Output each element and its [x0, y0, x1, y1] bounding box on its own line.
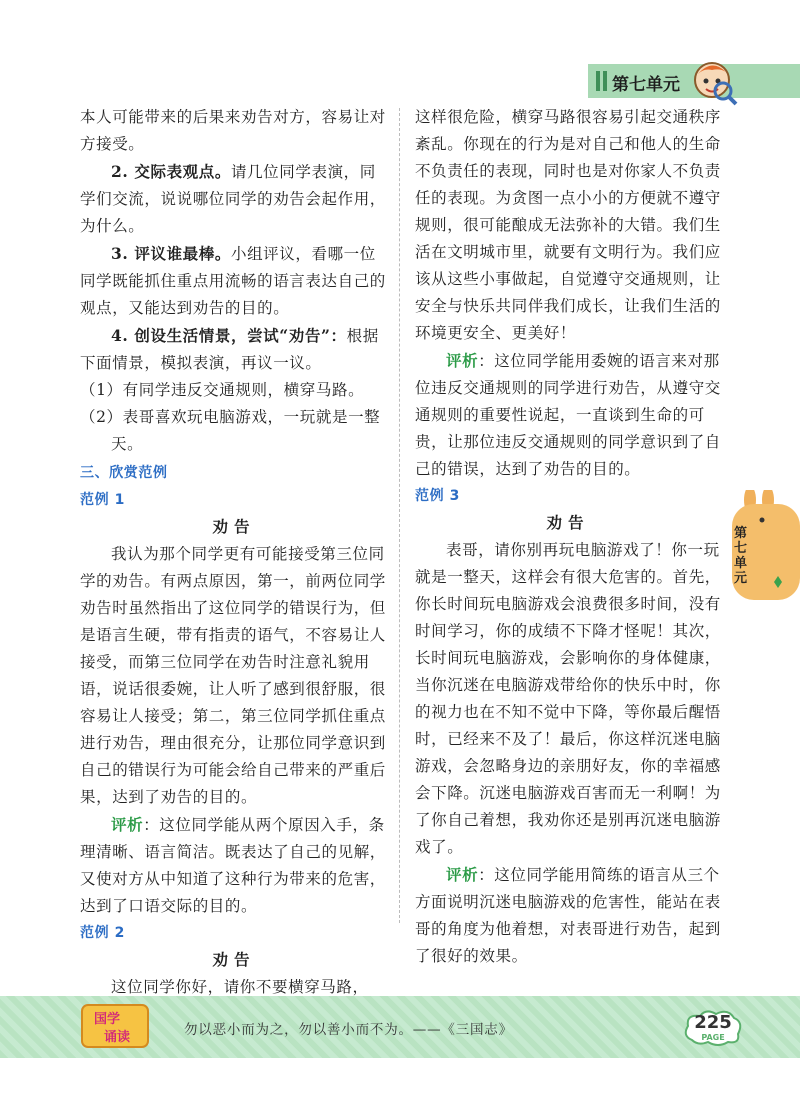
step-heading: 4. 创设生活情景，尝试“劝告”：	[111, 326, 347, 345]
example-3-comment	[415, 861, 721, 970]
example-1-comment	[80, 811, 388, 920]
header-bars-decoration	[596, 71, 610, 95]
section-heading: 三、欣赏范例	[80, 465, 168, 481]
example-1-title: 劝告	[212, 518, 256, 536]
example-1-label: 范例 1	[80, 492, 126, 508]
step-heading: 2. 交际表观点。	[111, 162, 231, 181]
step-3	[80, 240, 388, 322]
example-2-text-start: 这位同学你好，请你不要横穿马路，	[111, 978, 369, 996]
example-2-comment	[415, 347, 721, 483]
column-divider	[399, 108, 400, 923]
comment-text: ：这位同学能用简练的语言从三个方面说明沉迷电脑游戏的危害性，能站在表哥的角度为他着想，对表哥进行劝告，起到了很好的效果。	[415, 866, 721, 965]
page-number-badge	[682, 1008, 744, 1048]
mascot-magnifier-icon	[690, 58, 738, 106]
badge-line-2: 诵读	[104, 1030, 131, 1045]
side-tab-text: 第七单元	[734, 526, 748, 586]
comment-label: 评析	[111, 815, 144, 834]
example-2-label: 范例 2	[80, 925, 126, 941]
example-2-text-continued: 这样很危险，横穿马路很容易引起交通秩序紊乱。你现在的行为是对自己和他人的生命不负责任的表现，同时也是对你家人不负责任的表现。为贪图一点小小的方便就不遵守规则，很可能酿成无法弥补的大错。我们生活在文明城市里，就要有文明行为。我们应该从这些小事做起，自觉遵守交通规则，让安全与快乐共同伴我们成长，让我们生活的环境更安全、更美好！	[415, 108, 721, 342]
unit-side-tab	[728, 490, 800, 600]
step-text: 请几位同学表演，同学们交流，说说哪位同学的劝告会起作用，为什么。	[80, 163, 386, 235]
step-heading: 3. 评议谁最棒。	[111, 244, 231, 263]
example-1-text: 我认为那个同学更有可能接受第三位同学的劝告。有两点原因，第一，前两位同学劝告时虽然指出了这位同学的错误行为，但是语言生硬，带有指责的语气，不容易让人接受，而第三位同学在劝告时注意礼貌用语，说话很委婉，让人听了感到很舒服，很容易让人接受；第二，第三位同学抓住重点进行劝告，理由很充分，让那位同学意识到自己的错误行为可能会给自己带来的严重后果，达到了劝告的目的。	[80, 545, 386, 806]
comment-text: ：这位同学能从两个原因入手，条理清晰、语言简洁。既表达了自己的见解，又使对方从中知道了这种行为带来的危害，达到了口语交际的目的。	[80, 816, 386, 915]
step-2	[80, 158, 388, 240]
footer-quote: 勿以恶小而为之，勿以善小而不为。——《三国志》	[184, 1022, 513, 1038]
right-column	[415, 104, 721, 970]
comment-text: ：这位同学能用委婉的语言来对那位违反交通规则的同学进行劝告，从遵守交通规则的重要性说起，一直谈到生命的可贵，让那位违反交通规则的同学意识到了自己的错误，达到了劝告的目的。	[415, 352, 721, 478]
example-3-title: 劝告	[546, 514, 590, 532]
page-word: PAGE	[701, 1033, 725, 1042]
step-text: 根据下面情景，模拟表演，再议一议。	[80, 327, 379, 372]
example-3-text: 表哥，请你别再玩电脑游戏了！你一玩就是一整天，这样会有很大危害的。首先，你长时间玩电脑游戏会浪费很多时间，没有时间学习，你的成绩不下降才怪呢！其次，长时间玩电脑游戏，会影响你的身体健康，当你沉迷在电脑游戏带给你的快乐中时，你的视力也在不知不觉中下降，等你最后醒悟时，已经来不及了！最后，你这样沉迷电脑游戏，会忽略身边的亲朋好友，你的幸福感会下降。沉迷电脑游戏百害而无一利啊！为了你自己着想，我劝你还是别再沉迷电脑游戏了。	[415, 541, 721, 856]
comment-label: 评析	[446, 865, 479, 884]
badge-line-1: 国学	[94, 1012, 121, 1027]
step-text: 小组评议，看哪一位同学既能抓住重点用流畅的语言表达自己的观点，又能达到劝告的目的。	[80, 245, 386, 317]
step-4	[80, 322, 388, 377]
unit-title: 第七单元	[612, 75, 680, 95]
page-number: 225	[694, 1012, 732, 1033]
example-3-label: 范例 3	[415, 488, 461, 504]
paragraph: 本人可能带来的后果来劝告对方，容易让对方接受。	[80, 108, 386, 153]
scenario-item-2: （2）表哥喜欢玩电脑游戏，一玩就是一整天。	[80, 408, 381, 453]
left-column	[80, 104, 388, 1001]
guoxue-songdu-badge	[80, 1003, 150, 1049]
comment-label: 评析	[446, 351, 479, 370]
example-2-title: 劝告	[212, 951, 256, 969]
scenario-item-1: （1）有同学违反交通规则，横穿马路。	[80, 381, 365, 399]
